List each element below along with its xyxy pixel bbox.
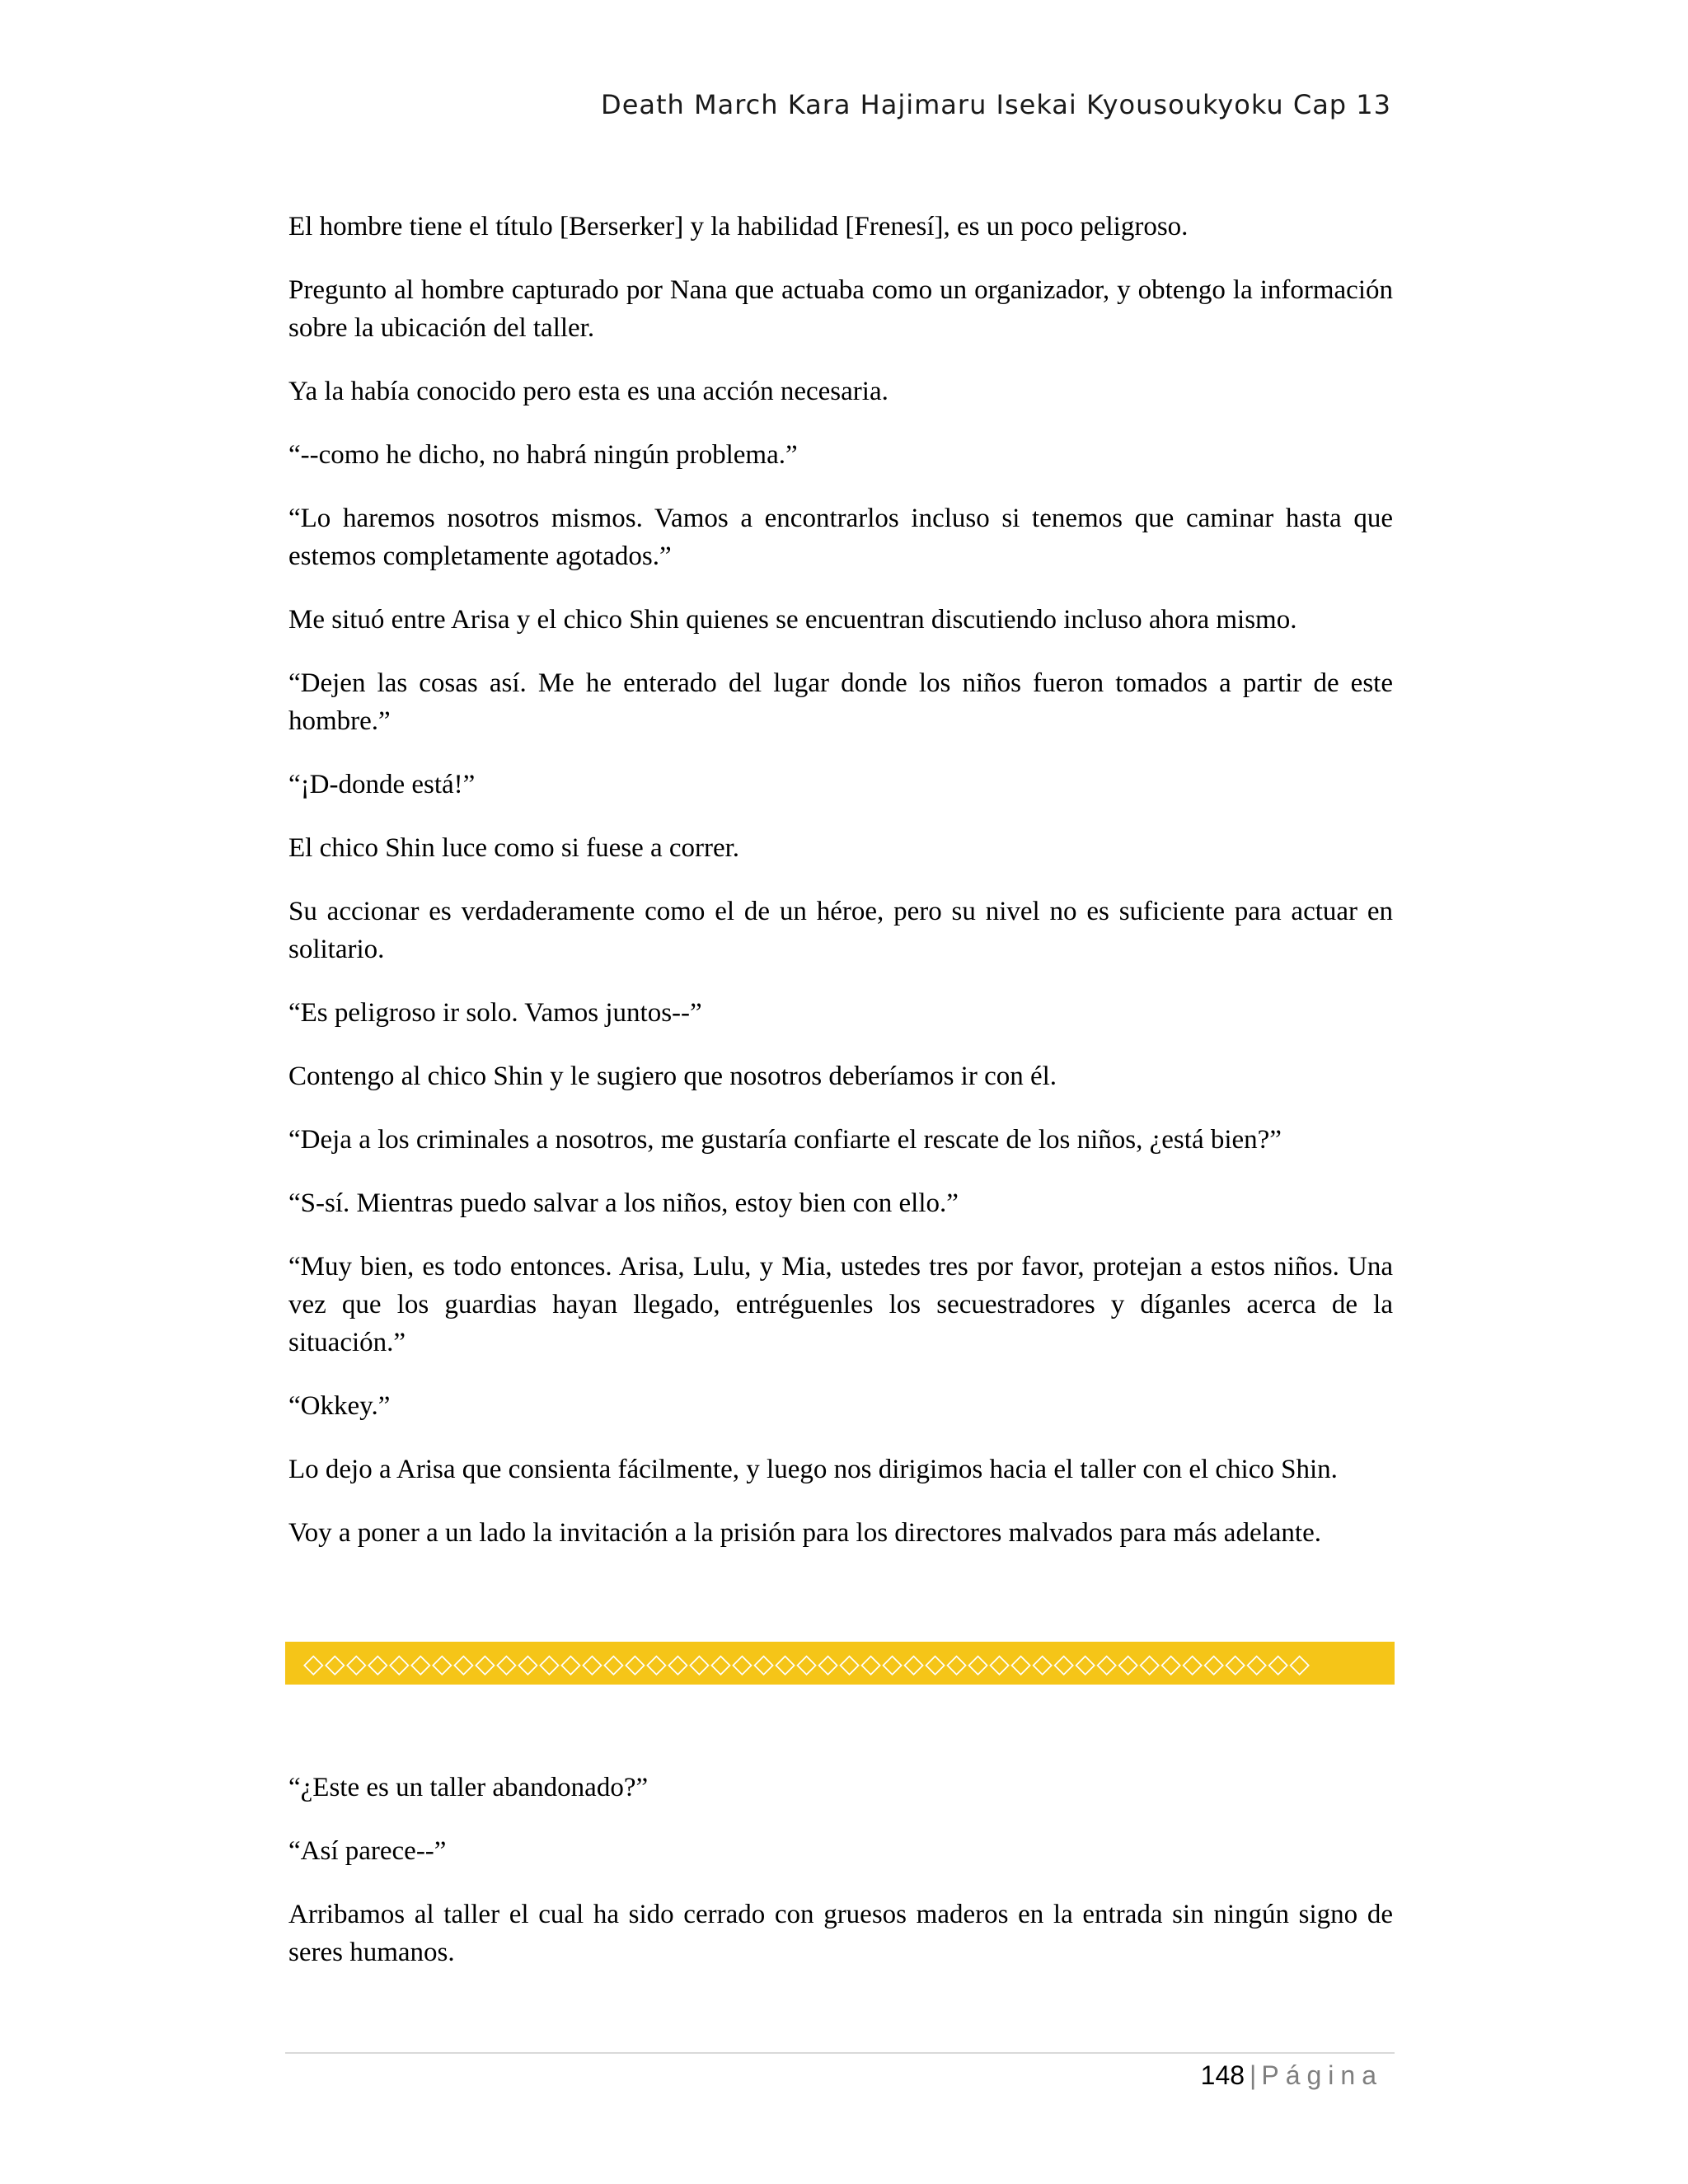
page-label: Página (1261, 2060, 1383, 2090)
paragraph: Pregunto al hombre capturado por Nana que actuaba como un organizador, y obtengo la información sobre la ubicación del taller. (288, 275, 1393, 343)
paragraph: “--como he dicho, no habrá ningún problema.” (288, 440, 798, 470)
paragraph: “S-sí. Mientras puedo salvar a los niños, estoy bien con ello.” (288, 1188, 959, 1218)
paragraph: “Okkey.” (288, 1391, 391, 1421)
paragraph: Ya la había conocido pero esta es una acción necesaria. (288, 377, 889, 406)
paragraph: Contengo al chico Shin y le sugiero que nosotros deberíamos ir con él. (288, 1062, 1057, 1091)
paragraph: Voy a poner a un lado la invitación a la prisión para los directores malvados para más adelante. (288, 1518, 1321, 1548)
paragraph: “Así parece--” (288, 1836, 447, 1866)
paragraph: “Es peligroso ir solo. Vamos juntos--” (288, 998, 702, 1028)
paragraph: Me situó entre Arisa y el chico Shin quienes se encuentran discutiendo incluso ahora mismo. (288, 605, 1297, 635)
running-header: Death March Kara Hajimaru Isekai Kyousoukyoku Cap 13 (601, 89, 1391, 120)
footer-divider (285, 2052, 1395, 2054)
paragraph: El hombre tiene el título [Berserker] y la habilidad [Frenesí], es un poco peligroso. (288, 212, 1189, 241)
page-number: 148 (1200, 2060, 1245, 2090)
paragraph: El chico Shin luce como si fuese a correr. (288, 833, 740, 863)
footer-divider-glyph: | (1250, 2060, 1257, 2090)
page-footer (1201, 2060, 1383, 2091)
paragraph: Lo dejo a Arisa que consienta fácilmente, y luego nos dirigimos hacia el taller con el chico Shin. (288, 1455, 1338, 1484)
paragraph: Arribamos al taller el cual ha sido cerrado con gruesos maderos en la entrada sin ningún signo de seres humanos. (288, 1900, 1393, 1967)
paragraph: “Deja a los criminales a nosotros, me gustaría confiarte el rescate de los niños, ¿está bien?” (288, 1125, 1282, 1155)
diamond-separator-glyphs: ◇◇◇◇◇◇◇◇◇◇◇◇◇◇◇◇◇◇◇◇◇◇◇◇◇◇◇◇◇◇◇◇◇◇◇◇◇◇◇◇◇◇◇◇◇◇◇ (303, 1647, 1311, 1679)
body-text-continued (288, 1769, 1393, 1997)
paragraph: “Dejen las cosas así. Me he enterado del lugar donde los niños fueron tomados a partir de este hombre.” (288, 668, 1393, 736)
paragraph: “¿Este es un taller abandonado?” (288, 1773, 649, 1802)
paragraph: “¡D-donde está!” (288, 770, 476, 799)
scene-separator (285, 1642, 1395, 1685)
body-text (288, 208, 1393, 1577)
paragraph: Su accionar es verdaderamente como el de un héroe, pero su nivel no es suficiente para actuar en solitario. (288, 897, 1393, 964)
paragraph: “Lo haremos nosotros mismos. Vamos a encontrarlos incluso si tenemos que caminar hasta que estemos completamente agotados.” (288, 504, 1393, 571)
paragraph: “Muy bien, es todo entonces. Arisa, Lulu, y Mia, ustedes tres por favor, protejan a estos niños. Una vez que los guardias hayan llegado, entréguenles los secuestradores y díganles acerca de la situación.” (288, 1252, 1393, 1357)
